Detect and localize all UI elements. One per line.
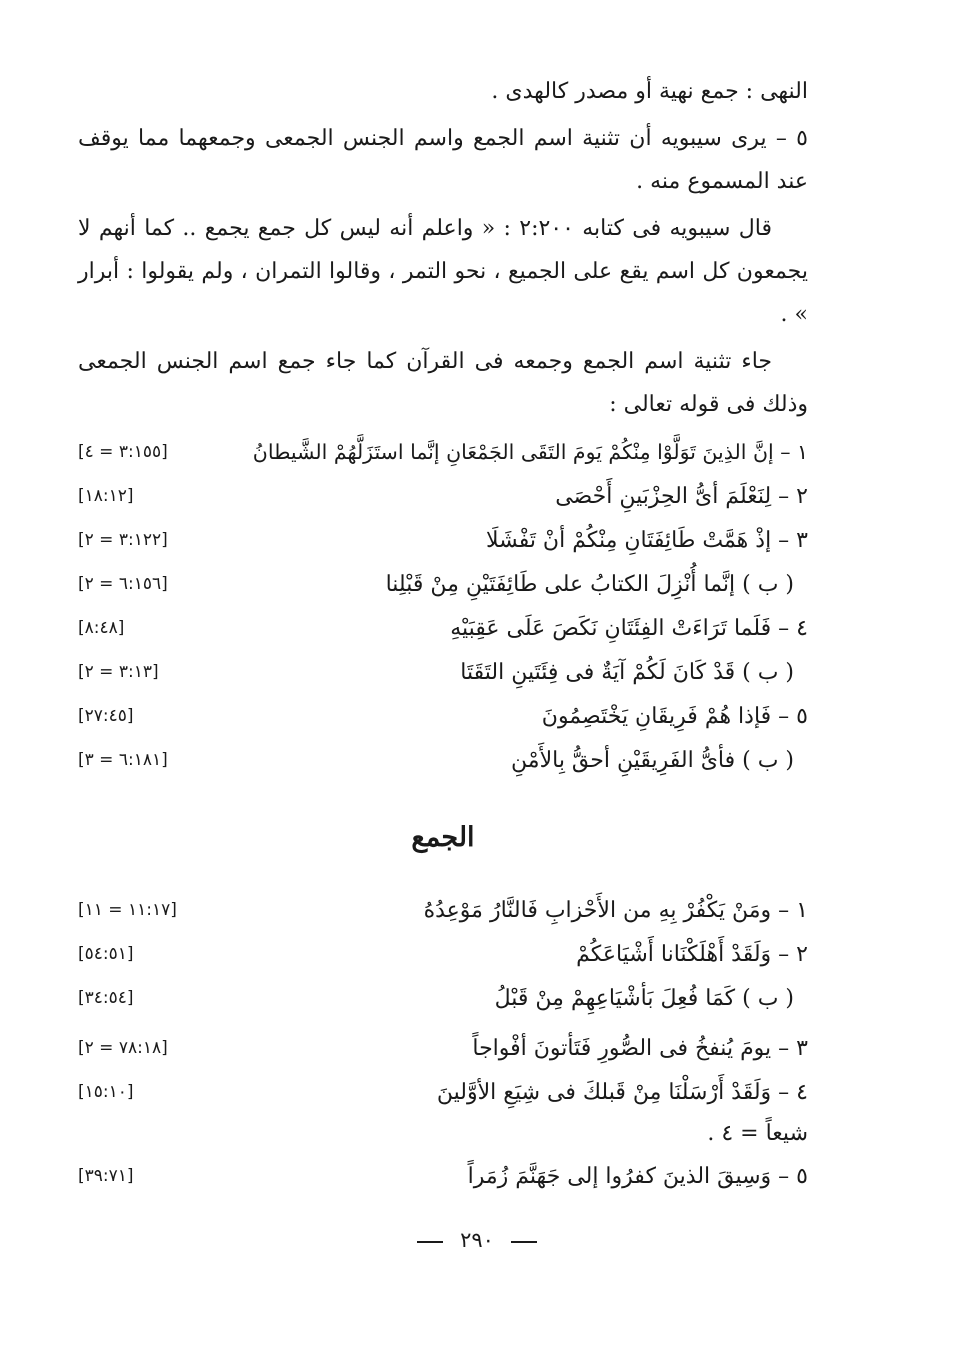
- paragraph-quran-intro: جاء تثنية اسم الجمع وجمعه فى القرآن كما جاء جمع اسم الجنس الجمعى وذلك فى قوله تعالى :: [78, 349, 808, 417]
- verse-row: [78, 430, 808, 474]
- section-heading: الجمع: [411, 822, 475, 853]
- verse-text: ٣ – يومَ يُنفخُ فى الصُّورِ فَتَأتونَ أفْواجاً: [472, 1035, 808, 1061]
- page-number: ٢٩٠: [460, 1228, 494, 1252]
- verse-row: [78, 976, 808, 1020]
- footer-dash-right: [511, 1241, 537, 1243]
- verse-continuation: شيعاً = ٤ .: [707, 1121, 808, 1146]
- verse-list-plural: [78, 888, 808, 1198]
- page-body: [78, 70, 808, 1198]
- page-footer: [0, 1228, 954, 1252]
- verse-text: ( ب ) كَمَا فُعِلَ بَأشْيَاعِهِمْ مِنْ قَبْلُ: [494, 985, 794, 1011]
- paragraph-nuha: النهى : جمع نهية أو مصدر كالهدى .: [491, 79, 808, 104]
- verse-reference: [٨:٤٨]: [78, 618, 125, 638]
- verse-row: [78, 1154, 808, 1198]
- verse-text: ٣ – إذْ هَمَّتْ طَائِفَتَانِ مِنْكُمْ أنْ تَفْشَلَا: [485, 527, 808, 553]
- verse-row: [78, 888, 808, 932]
- verse-text: ١ – إنَّ الذِينَ تَوَلَّوْا مِنْكُمْ يَومَ التَقَى الجَمْعَانِ إنَّما استَزَلَّهُمْ الشَّيطانُ: [252, 440, 808, 464]
- verse-reference: [١٥:١٠]: [78, 1082, 134, 1102]
- verse-text: ٢ – لِنَعْلَمَ أىُّ الحِزْبَينِ أَحْصَى: [555, 483, 808, 509]
- paragraph-sibawayh-view: ٥ – يرى سيبويه أن تثنية اسم الجمع واسم الجنس الجمعى وجمعهما مما يوقف عند المسموع منه .: [78, 126, 808, 194]
- verse-row: [78, 606, 808, 650]
- verse-text: ٥ – فَإذا هُمْ فَرِيقَانِ يَخْتَصِمُونَ: [541, 703, 808, 729]
- verse-row: [78, 738, 808, 782]
- verse-reference: [١٨:١٢]: [78, 486, 134, 506]
- verse-row: [78, 474, 808, 518]
- verse-text: ٤ – فَلَما تَرَاءَتْ الفِئَتَانِ نَكَصَ عَلَى عَقِبَيْهِ: [450, 615, 808, 641]
- verse-text: ٥ – وَسِيقَ الذينَ كفرُوا إلى جَهَنَّمَ زُمَراً: [467, 1163, 808, 1189]
- verse-reference: [٥٤:٥١]: [78, 944, 134, 964]
- verse-text: ( ب ) فأىُّ الفَرِيقَيْنِ أحقُّ بِالأَمْنِ: [511, 747, 794, 773]
- verse-reference: [٣:١٥٥ = ٤]: [78, 442, 168, 462]
- verse-reference: [٣٤:٥٤]: [78, 988, 134, 1008]
- footer-dash-left: [417, 1241, 443, 1243]
- verse-row: [78, 518, 808, 562]
- paragraph-sibawayh-quote: قال سيبويه فى كتابه ٢:٢٠٠ : « واعلم أنه ليس كل جمع يجمع .. كما أنهم لا يجمعون كل اسم يقع على الجميع ، نحو التمر ، وقالوا التمران ، ولم يقولوا : أبرار » .: [78, 216, 808, 327]
- verse-row: [78, 1070, 808, 1114]
- verse-reference: [١١:١٧ = ١١]: [78, 900, 177, 920]
- verse-reference: [٣:١٣ = ٢]: [78, 662, 159, 682]
- verse-reference: [٦:١٥٦ = ٢]: [78, 574, 168, 594]
- verse-reference: [٦:١٨١ = ٣]: [78, 750, 168, 770]
- verse-row: [78, 562, 808, 606]
- verse-row: [78, 932, 808, 976]
- verse-reference: [٢٧:٤٥]: [78, 706, 134, 726]
- verse-text: ١ – ومَنْ يَكْفُرْ بِهِ من الأَحْزابِ فَالنَّارُ مَوْعِدُهُ: [423, 897, 808, 923]
- verse-text: ٤ – وَلَقَدْ أَرْسَلْنَا مِنْ قَبلكَ فى شِيَعِ الأوَّلينَ: [436, 1079, 808, 1105]
- verse-row: [78, 650, 808, 694]
- verse-row: [78, 1026, 808, 1070]
- verse-reference: [٧٨:١٨ = ٢]: [78, 1038, 168, 1058]
- verse-row: [78, 694, 808, 738]
- verse-text: ( ب ) قَدْ كَانَ لَكُمْ آيَةٌ فى فِئَتَينِ التَقَتَا: [460, 659, 794, 685]
- verse-list-dual: [78, 430, 808, 782]
- verse-text: ( ب ) إنَّما أُنْزِلَ الكتابُ على طَائِفَتَيْنِ مِنْ قَبْلِنا: [385, 571, 794, 597]
- verse-reference: [٣:١٢٢ = ٢]: [78, 530, 168, 550]
- verse-reference: [٣٩:٧١]: [78, 1166, 134, 1186]
- verse-text: ٢ – وَلَقَدْ أَهْلَكْنَانا أَشْيَاعَكُمْ: [576, 941, 808, 967]
